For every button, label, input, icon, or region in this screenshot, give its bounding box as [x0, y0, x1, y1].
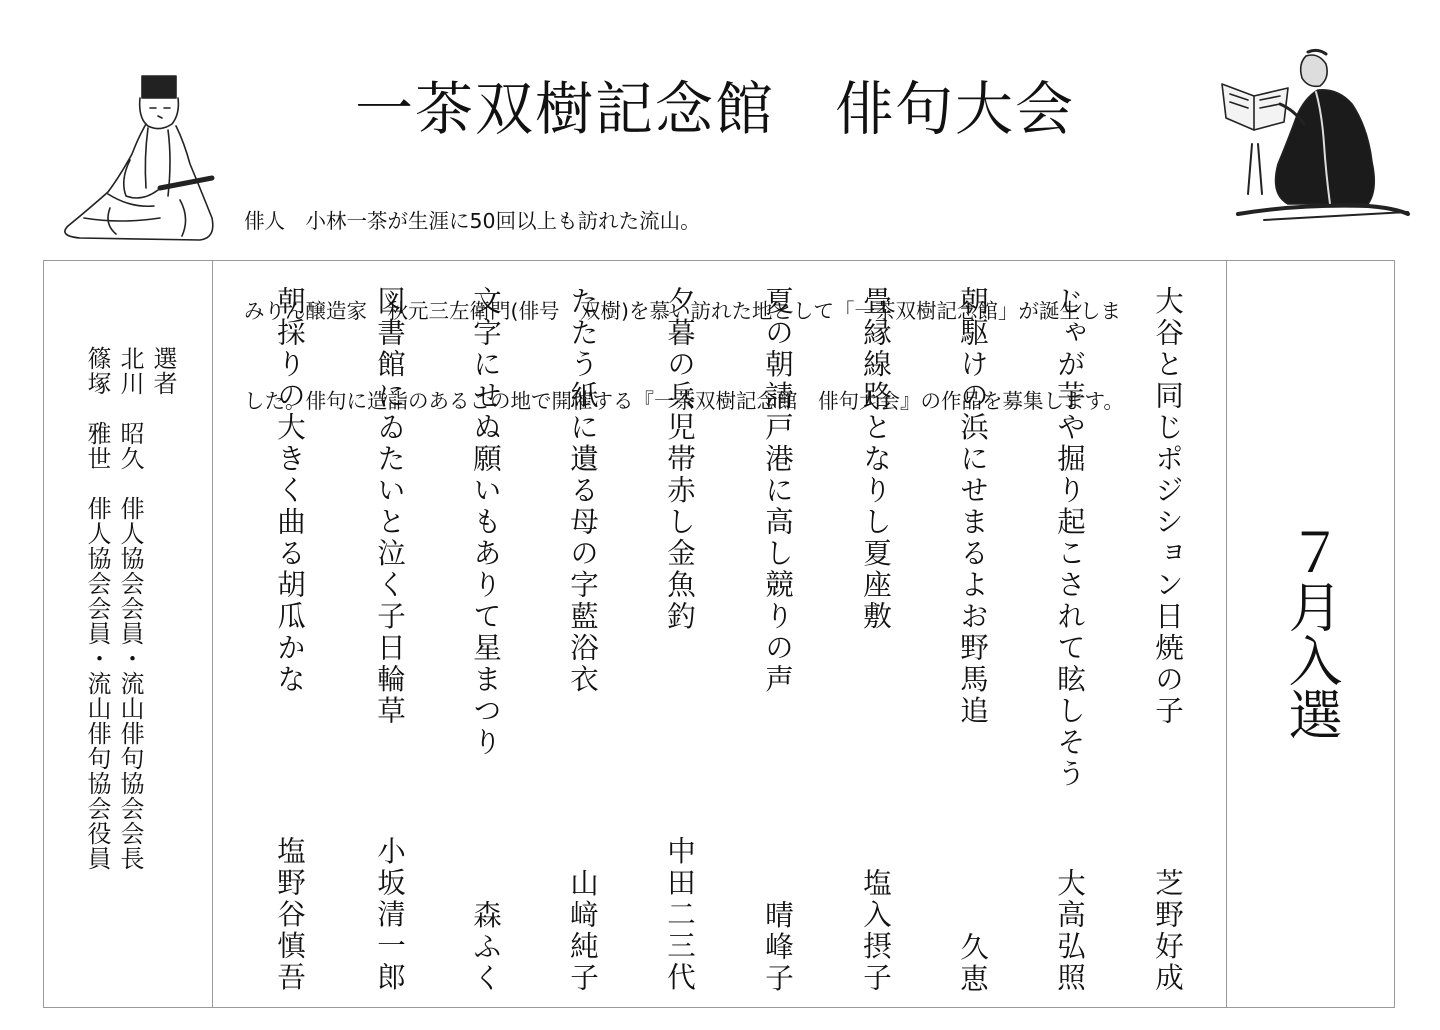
- entries-panel: [43, 260, 1395, 1008]
- haiku-text: 文字にせぬ願いもありて星まつり: [469, 286, 502, 759]
- judges-heading: 選者: [149, 346, 177, 396]
- haiku-author: 塩入摂子: [859, 868, 892, 994]
- haiku-text: 大谷と同じポジション日焼の子: [1151, 286, 1184, 727]
- divider-line: [1226, 261, 1227, 1007]
- sojyu-portrait-icon: [1218, 44, 1414, 234]
- haiku-author: 小坂清一郎: [373, 836, 406, 994]
- divider-line: [212, 261, 213, 1007]
- haiku-author: 久恵: [956, 932, 989, 995]
- issa-portrait-icon: [50, 68, 220, 246]
- haiku-text: 朝採りの大きく曲る胡瓜かな: [273, 286, 306, 696]
- intro-line: 俳人 小林一茶が生涯に50回以上も訪れた流山。: [244, 209, 701, 233]
- haiku-text: たたう紙に遺る母の字藍浴衣: [566, 286, 599, 696]
- haiku-text: 朝駆けの浜にせまるよお野馬追: [956, 286, 989, 727]
- haiku-author: 芝野好成: [1151, 868, 1184, 994]
- page-title: 一茶双樹記念館 俳句大会: [354, 75, 1075, 143]
- haiku-author: 山﨑純子: [566, 868, 599, 994]
- haiku-text: 図書館にゐたいと泣く子日輪草: [373, 286, 406, 727]
- haiku-text: 夏の朝請戸港に高し競りの声: [761, 286, 794, 696]
- haiku-author: 中田二三代: [663, 836, 696, 994]
- haiku-text: 畳縁線路となりし夏座敷: [859, 286, 892, 633]
- haiku-author: 塩野谷慎吾: [273, 836, 306, 994]
- haiku-text: 夕暮の兵児帯赤し金魚釣: [663, 286, 696, 633]
- haiku-author: 大高弘照: [1053, 868, 1086, 994]
- haiku-author: 晴峰子: [761, 900, 794, 995]
- judge-line: 篠塚 雅世 俳人協会会員・流山俳句協会役員: [83, 346, 111, 871]
- haiku-author: 森ふく: [469, 900, 502, 995]
- intro-line: みりん醸造家 秋元三左衛門(俳号 双樹)を慕い訪れた地として「一茶双樹記念館」が誕生しま: [244, 299, 1121, 323]
- haiku-text: じゃが芋や掘り起こされて眩しそう: [1053, 286, 1086, 790]
- intro-line: した。俳句に造詣のあるこの地で開催する『一茶双樹記念館 俳句大会』の作品を募集します。: [244, 389, 1124, 413]
- judge-line: 北川 昭久 俳人協会会員・流山俳句協会会長: [116, 346, 144, 871]
- month-label: ７月入選: [1280, 525, 1343, 741]
